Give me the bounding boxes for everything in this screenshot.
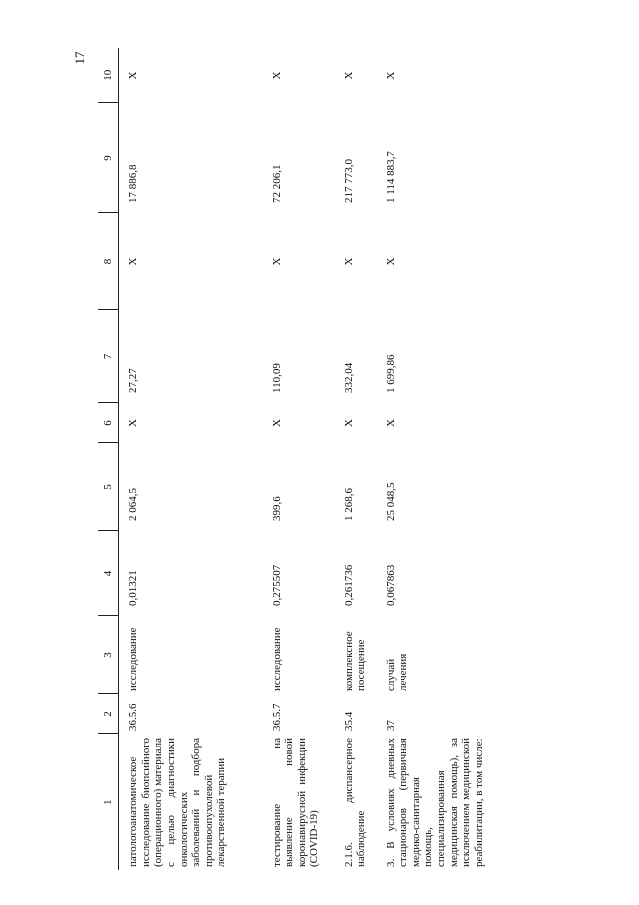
row-value-cell: 110,09 [270,363,283,393]
header-cell: 4 [98,531,119,616]
row-name-cell: 2.1.6. диспансерное наблюдение [342,738,368,867]
row-value-cell: 217 773,0 [342,159,355,203]
header-cell: 1 [98,734,119,870]
row-value-cell: 0,275507 [270,564,283,606]
row-value-cell: X [342,419,355,427]
row-value-cell: 1 114 883,7 [384,151,397,203]
row-value-cell: 27,27 [127,368,139,393]
row-value-cell: X [270,419,283,427]
row-value-cell: X [127,419,139,427]
row-code-cell: 35.4 [342,711,355,731]
row-value-cell: X [384,257,397,266]
header-row [98,48,119,870]
row-value-cell: 1 699,86 [384,354,397,393]
row-value-cell: 25 048,5 [384,482,397,521]
row-code-cell: 37 [384,720,397,731]
row-value-cell: 0,261736 [342,564,355,606]
header-cell: 5 [98,443,119,531]
row-unit-cell: случай лечения [384,653,410,691]
row-unit-cell: комплексное посещение [342,631,368,691]
row-name-cell: патологоанатомическое исследование биопсийного (операционного) материала с целью диагностики онкологических заболеваний и подбора противоопухолевой лекарственной терапии [127,738,228,867]
header-cell: 10 [98,48,119,103]
header-cell: 2 [98,694,119,734]
header-cell: 6 [98,403,119,443]
row-name-cell: 3. В условиях дневных стационаров (первичная медико-санитарная помощь, специализированная медицинская помощь), за исключением медицинской реабилитации, в том числе: [384,738,485,867]
rotated-table-container [98,48,485,870]
row-value-cell: X [270,71,283,80]
table-row [119,48,265,870]
table-row [265,48,337,870]
row-value-cell: X [384,71,397,80]
row-value-cell: 399,6 [270,496,283,521]
row-value-cell: X [270,257,283,266]
table-row [337,48,379,870]
row-value-cell: X [342,71,355,80]
data-table [98,48,529,870]
row-value-cell: X [127,257,139,266]
header-cell: 9 [98,103,119,213]
row-code-cell: 36.5.6 [127,703,139,731]
row-value-cell: X [342,257,355,266]
header-cell: 8 [98,213,119,310]
table-row [379,48,529,870]
header-cell: 3 [98,616,119,694]
header-cell: 7 [98,310,119,403]
row-name-cell: тестирование на выявление новой коронавирусной инфекции (COVID-19) [270,738,321,867]
row-code-cell: 36.5.7 [270,703,283,731]
row-unit-cell: исследование [270,627,283,691]
row-value-cell: 0,067863 [384,564,397,606]
row-value-cell: 72 206,1 [270,164,283,203]
row-value-cell: 17 886,8 [127,164,139,203]
row-value-cell: 0,01321 [127,570,139,606]
row-value-cell: 2 064,5 [127,488,139,521]
page-number: 17 [72,51,87,65]
row-value-cell: 1 268,6 [342,488,355,521]
row-unit-cell: исследование [127,627,139,691]
row-value-cell: X [384,419,397,427]
row-value-cell: X [127,71,139,80]
row-value-cell: 332,04 [342,362,355,393]
